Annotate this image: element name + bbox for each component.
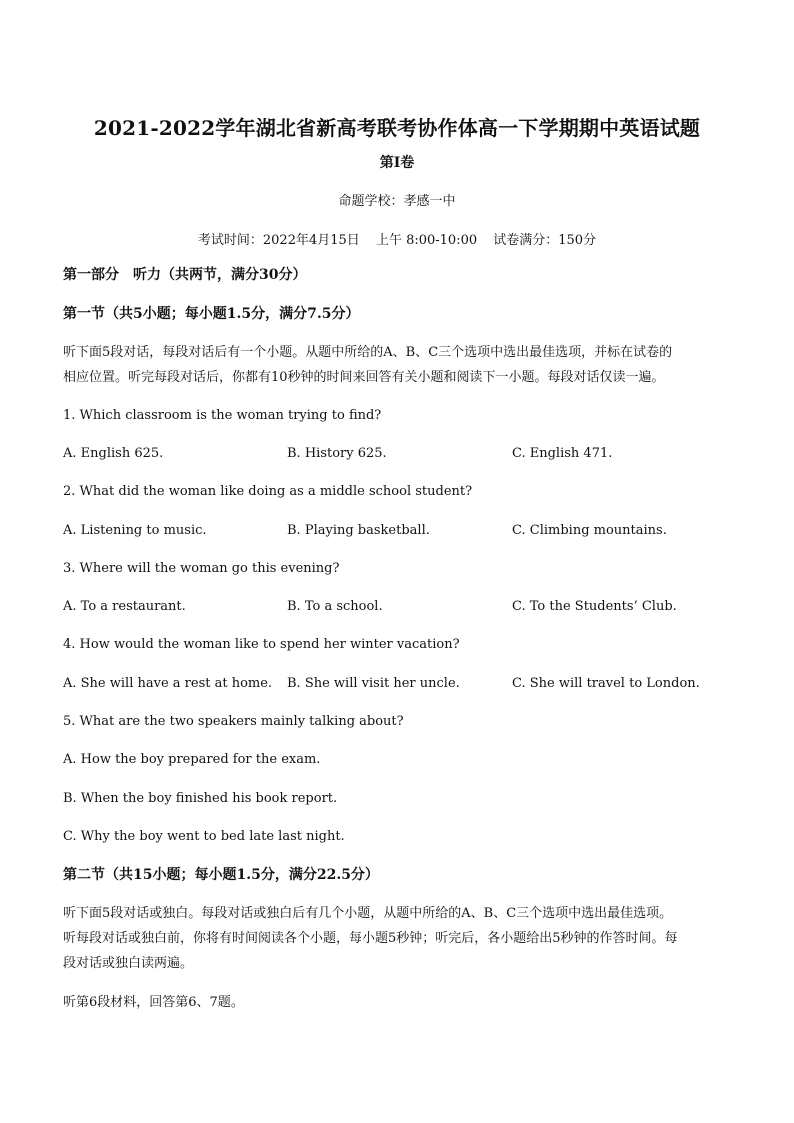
question-5: 5. What are the two speakers mainly talking about? xyxy=(63,714,404,729)
volume-label: 第I卷 xyxy=(379,155,415,171)
q2-option-c: C. Climbing mountains. xyxy=(512,523,667,538)
q5-option-b: B. When the boy finished his book report. xyxy=(63,791,338,806)
question-4: 4. How would the woman like to spend her winter vacation? xyxy=(63,637,460,652)
section2-heading: 第二节（共15小题；每小题1.5分，满分22.5分） xyxy=(63,867,379,883)
q3-option-b: B. To a school. xyxy=(287,599,383,614)
q2-option-b: B. Playing basketball. xyxy=(287,523,430,538)
section2-instructions-3: 段对话或独白读两遍。 xyxy=(63,956,194,971)
section2-instructions-2: 听每段对话或独白前，你将有时间阅读各个小题，每小题5秒钟；听完后，各小题给出5秒钟的作答时间。每 xyxy=(63,931,678,946)
q4-option-c: C. She will travel to London. xyxy=(512,676,700,691)
section1-instructions-2: 相应位置。听完每段对话后，你都有10秒钟的时间来回答有关小题和阅读下一小题。每段对话仅读一遍。 xyxy=(63,370,665,385)
section1-instructions-1: 听下面5段对话，每段对话后有一个小题。从题中所给的A、B、C三个选项中选出最佳选项，并标在试卷的 xyxy=(63,345,673,360)
exam-date: 考试时间：2022年4月15日 xyxy=(197,233,360,248)
exam-info xyxy=(0,229,794,248)
exam-title: 2021-2022学年湖北省新高考联考协作体高一下学期期中英语试题 xyxy=(93,116,701,140)
q2-option-a: A. Listening to music. xyxy=(63,523,207,538)
q4-option-a: A. She will have a rest at home. xyxy=(63,676,273,691)
q3-option-c: C. To the Students’ Club. xyxy=(512,599,677,614)
section1-heading: 第一节（共5小题；每小题1.5分，满分7.5分） xyxy=(63,306,360,322)
exam-score: 试卷满分：150分 xyxy=(493,233,597,248)
question-1: 1. Which classroom is the woman trying to find? xyxy=(63,408,382,423)
q5-option-c: C. Why the boy went to bed late last night. xyxy=(63,829,345,844)
school-label: 命题学校：孝感一中 xyxy=(338,194,456,209)
q1-option-b: B. History 625. xyxy=(287,446,387,461)
exam-time: 上午 8:00-10:00 xyxy=(375,233,478,248)
q1-option-c: C. English 471. xyxy=(512,446,613,461)
q3-option-a: A. To a restaurant. xyxy=(63,599,186,614)
q5-option-a: A. How the boy prepared for the exam. xyxy=(63,752,321,767)
part1-heading: 第一部分 听力（共两节，满分30分） xyxy=(63,267,307,283)
q1-option-a: A. English 625. xyxy=(63,446,164,461)
question-2: 2. What did the woman like doing as a middle school student? xyxy=(63,484,473,499)
q4-option-b: B. She will visit her uncle. xyxy=(287,676,460,691)
material-note: 听第6段材料，回答第6、7题。 xyxy=(63,995,244,1010)
section2-instructions-1: 听下面5段对话或独白。每段对话或独白后有几个小题，从题中所给的A、B、C三个选项中选出最佳选项。 xyxy=(63,906,673,921)
question-3: 3. Where will the woman go this evening? xyxy=(63,561,340,576)
